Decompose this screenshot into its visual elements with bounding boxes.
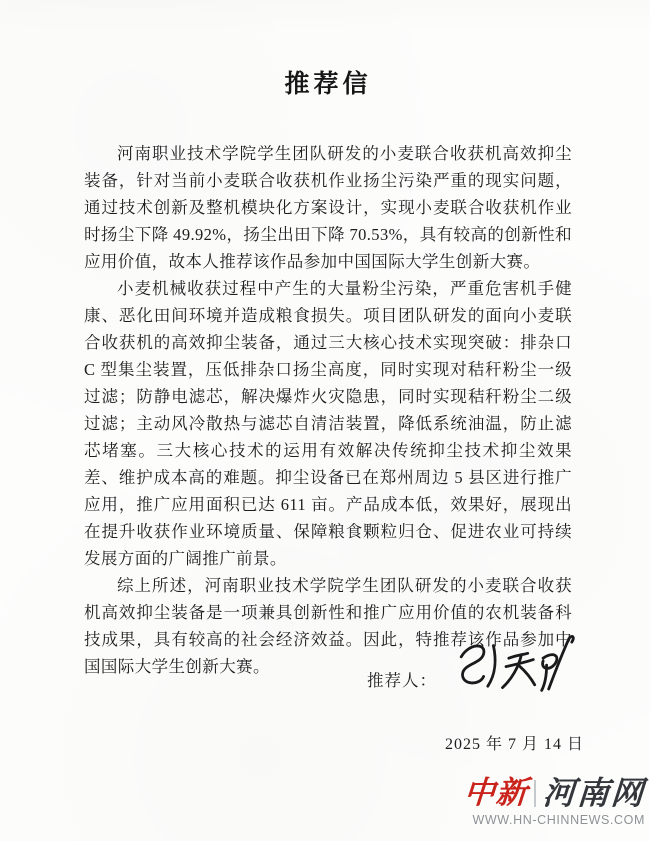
letter-title: 推荐信 [284, 69, 372, 98]
paragraph: 综上所述，河南职业技术学院学生团队研发的小麦联合收获机高效抑尘装备是一项兼具创新性和推广应用价值的农机装备科技成果，具有较高的社会经济效益。因此，特推荐该作品参加中国国际大学生创新大赛。 [84, 576, 572, 676]
news-site-watermark [464, 776, 645, 827]
brand-left-logo-text: 中新 [462, 775, 530, 810]
brand-right-logo-text: 河南网 [541, 775, 647, 811]
logo-divider [534, 780, 536, 807]
site-url: WWW.HN-CHINNEWS.COM [472, 813, 645, 827]
paragraph: 小麦机械收获过程中产生的大量粉尘污染，严重危害机手健康、恶化田间环境并造成粮食损失。项目团队研发的面向小麦联合收获机的高效抑尘装备，通过三大核心技术实现突破：排杂口 C 型集尘装置，压低排杂口扬尘高度，同时实现对秸秆粉尘一级过滤；防静电滤芯，解决爆炸火灾隐患，同时实现秸秆粉尘二级过滤；主动风冷散热与滤芯自清洁装置，降低系统油温，防止滤芯堵塞。三大核心技术的运用有效解决传统抑尘技术抑尘效果差、维护成本高的难题。抑尘设备已在郑州周边 5 县区进行推广应用，推广应用面积已达 611 亩。产品成本低，效果好，展现出在提升收获作业环境质量、保障粮食颗粒归仓、促进农业可持续发展方面的广阔推广前景。 [84, 279, 572, 568]
paragraph: 河南职业技术学院学生团队研发的小麦联合收获机高效抑尘装备，针对当前小麦联合收获机作业扬尘污染严重的现实问题，通过技术创新及整机模块化方案设计，实现小麦联合收获机作业时扬尘下降 49.92%，扬尘出田下降 70.53%，具有较高的创新性和应用价值，故本人推荐该作品参加中国国际大学生创新大赛。 [84, 144, 572, 271]
signature-label: 推荐人： [367, 671, 437, 690]
news-site-logo [464, 776, 645, 810]
signature-handwriting-icon [443, 633, 583, 703]
signature-block [367, 636, 583, 700]
letter-body [84, 64, 572, 680]
letter-date: 2025 年 7 月 14 日 [445, 736, 585, 753]
